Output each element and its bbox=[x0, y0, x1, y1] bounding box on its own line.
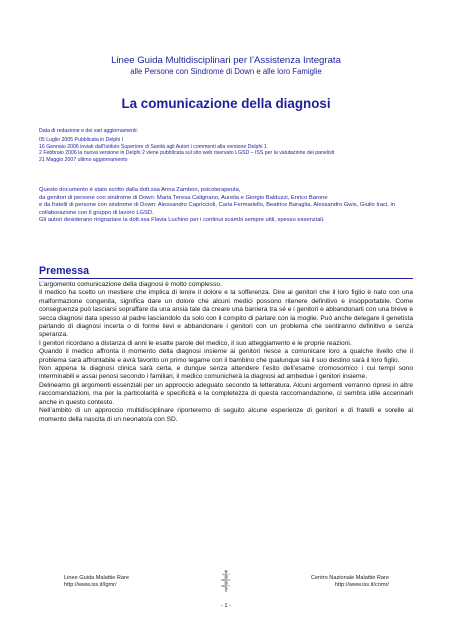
section-heading: Premessa bbox=[39, 265, 90, 277]
body-paragraph: Delineamo gli argomenti essenziali per un approccio adeguato secondo la letteratura. Alcuni argomenti verranno ripresi in altre raccomandazioni, ma per la particolarità e specificità e la completezza di questa raccomandazione, ci sembra utile accennarli anche in questo contesto. bbox=[39, 381, 413, 406]
page-number: - 1 - bbox=[220, 603, 232, 609]
revision-history bbox=[39, 128, 419, 163]
credits-line: da genitori di persone con sindrome di Down: Maria Teresa Calignano, Aurelia e Giorgio Balduzzi, Enrico Barone bbox=[39, 194, 328, 201]
footer-right-title: Centro Nazionale Malattie Rare bbox=[310, 575, 389, 581]
header-title: Linee Guida Multidisciplinari per l’Assistenza Integrata bbox=[111, 55, 341, 66]
section-body bbox=[39, 281, 413, 424]
revision-line: 16 Gennaio 2006 inviati dall’Istituto Superiore di Sanità agli Autori i commenti alla versione Delphi 1 bbox=[39, 143, 267, 150]
credits-line: Gli autori desiderano ringraziare la dott.ssa Flavia Luchino per i continui scambi sempre utili, spesso essenziali. bbox=[39, 217, 325, 224]
revision-line: 2 Febbraio 2006 la nuova versione in Delphi 2 viene pubblicata sul sito web riservato LGSD – ISS per la valutazione dei panelisti bbox=[39, 150, 335, 157]
footer-right-url[interactable]: http://www.iss.it/cnmr/ bbox=[334, 582, 389, 588]
revision-line: 05 Luglio 2005 Pubblicata in Delphi I bbox=[39, 137, 124, 144]
credits-line: e da fratelli di persone con sindrome di Down: Alessandro Capriccioli, Carla Fermariello, Beatrice Baraglia, Alessandro Gwis, Giulio Iraci, in collaborazione con il gruppo di lavoro LGSD. bbox=[39, 202, 396, 216]
footer-right bbox=[301, 575, 389, 589]
iss-caduceus-logo-icon bbox=[216, 569, 236, 593]
footer-left bbox=[64, 575, 129, 589]
footer-left-title: Linee Guida Malattie Rare bbox=[64, 575, 129, 581]
footer-left-url[interactable]: http://www.iss.it/lgmr/ bbox=[64, 582, 117, 588]
body-paragraph: Quando il medico affronta il momento della diagnosi insieme ai genitori riesce a comunicare loro a qualche livello che il problema sarà affrontabile e avrà favorito un primo legame con il bambino che qualunque sia il suo destino sarà il loro figlio. bbox=[39, 348, 413, 364]
header-subtitle: alle Persone con Sindrome di Down e alle loro Famiglie bbox=[130, 67, 322, 76]
body-paragraph: Il medico ha scelto un mestiere che implica di lenire il dolore e la sofferenza. Dire ai genitori che il loro figlio è nato con una malformazione congenita, significa dare un dolore che alcuni medici possono ritenere definitivo e insopportabile. Come conseguenza può lasciarsi sopraffare da una ansia tale da creare una barriera tra sé e i genitori e abbandonarli con una breve e secca diagnosi data spesso al padre lasciandolo da solo con il compito di parlare con la moglie. Può anche delegare il genetista parlando di diagnosi incerta o di forme lievi e abbandonare i genitori con un problema che sentiranno definitivo e senza speranza. bbox=[39, 289, 413, 339]
section-divider bbox=[39, 278, 413, 279]
page-title: La comunicazione della diagnosi bbox=[121, 96, 331, 111]
revision-label: Data di redazione e dei vari aggiornamenti: bbox=[39, 128, 138, 134]
authors-credits bbox=[39, 187, 419, 225]
revision-line: 21 Maggio 2007 ultimo aggiornamento bbox=[39, 156, 128, 163]
body-paragraph: L’argomento comunicazione della diagnosi è molto complesso. bbox=[39, 281, 222, 288]
body-paragraph: Nell’ambito di un approccio multidisciplinare riporteremo di seguito alcune esperienze di genitori e di fratelli e sorelle al momento della nascita di un neonato/a con SD. bbox=[39, 407, 413, 423]
credits-line: Questo documento è stato scritto dalla dott.ssa Anna Zambon, psicoterapeuta, bbox=[39, 187, 241, 193]
body-paragraph: Non appena la diagnosi clinica sarà certa, e dunque senza attendere l’esito dell’esame cromosomico i cui tempi sono interminabili e assai penosi secondo i familiari, il medico comunicherà la diagnosi ad ambedue i genitori insieme. bbox=[39, 365, 413, 381]
body-paragraph: I genitori ricordano a distanza di anni le esatte parole del medico, il suo atteggiamento e le proprie reazioni. bbox=[39, 339, 352, 347]
